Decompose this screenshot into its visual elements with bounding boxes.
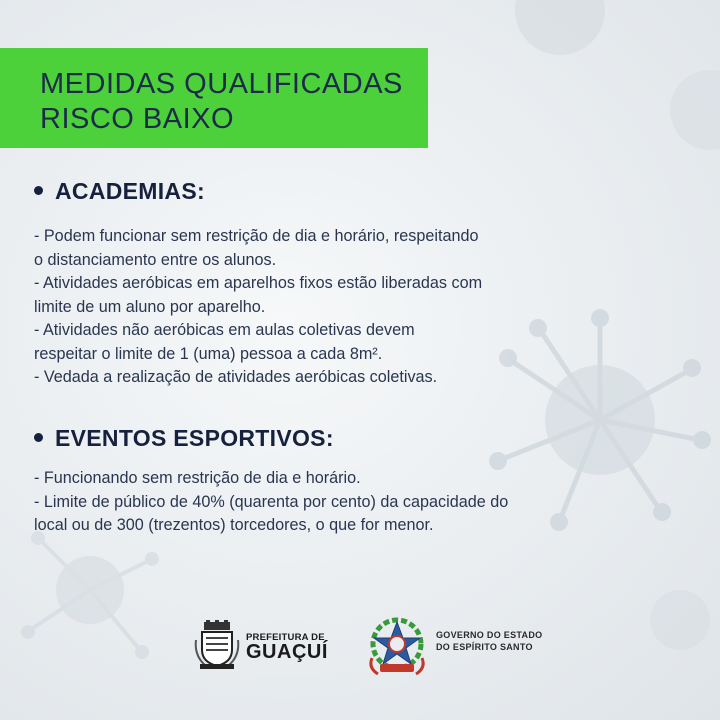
body-line: - Atividades não aeróbicas em aulas coletivas devem [34,321,415,339]
body-line: - Vedada a realização de atividades aeróbicas coletivas. [34,368,438,386]
section-body-eventos [34,467,508,538]
body-line: local ou de 300 (trezentos) torcedores, o que for menor. [34,516,434,534]
body-line: o distanciamento entre os alunos. [34,250,277,269]
body-line: - Atividades aeróbicas em aparelhos fixos estão liberadas com [34,274,483,292]
guacui-crest-icon [194,620,240,670]
section-heading-text: EVENTOS ESPORTIVOS: [55,425,334,451]
section-heading-academias [34,178,205,205]
body-line: respeitar o limite de 1 (uma) pessoa a cada 8m². [34,344,383,363]
guacui-label: GUAÇUÍ [246,641,328,663]
bullet-icon [34,433,43,442]
title-line-1: MEDIDAS QUALIFICADAS [40,68,403,100]
prefeitura-guacui-logo [190,620,340,670]
section-body-academias [34,225,482,390]
governo-es-logo [364,612,544,682]
governo-label-line-1: GOVERNO DO ESTADO [436,630,543,640]
body-line: - Limite de público de 40% (quarenta por cento) da capacidade do [34,492,509,511]
title-line-2: RISCO BAIXO [40,103,235,135]
prefeitura-label: PREFEITURA DE [246,632,325,643]
section-heading-text: ACADEMIAS: [55,178,205,204]
body-line: - Funcionando sem restrição de dia e horário. [34,469,361,487]
title-banner [0,48,428,148]
governo-label-line-2: DO ESPÍRITO SANTO [436,642,533,652]
bullet-icon [34,186,43,195]
body-line: limite de um aluno por aparelho. [34,297,266,316]
espirito-santo-emblem-icon [364,612,430,680]
section-heading-eventos [34,425,334,452]
body-line: - Podem funcionar sem restrição de dia e horário, respeitando [34,227,479,245]
